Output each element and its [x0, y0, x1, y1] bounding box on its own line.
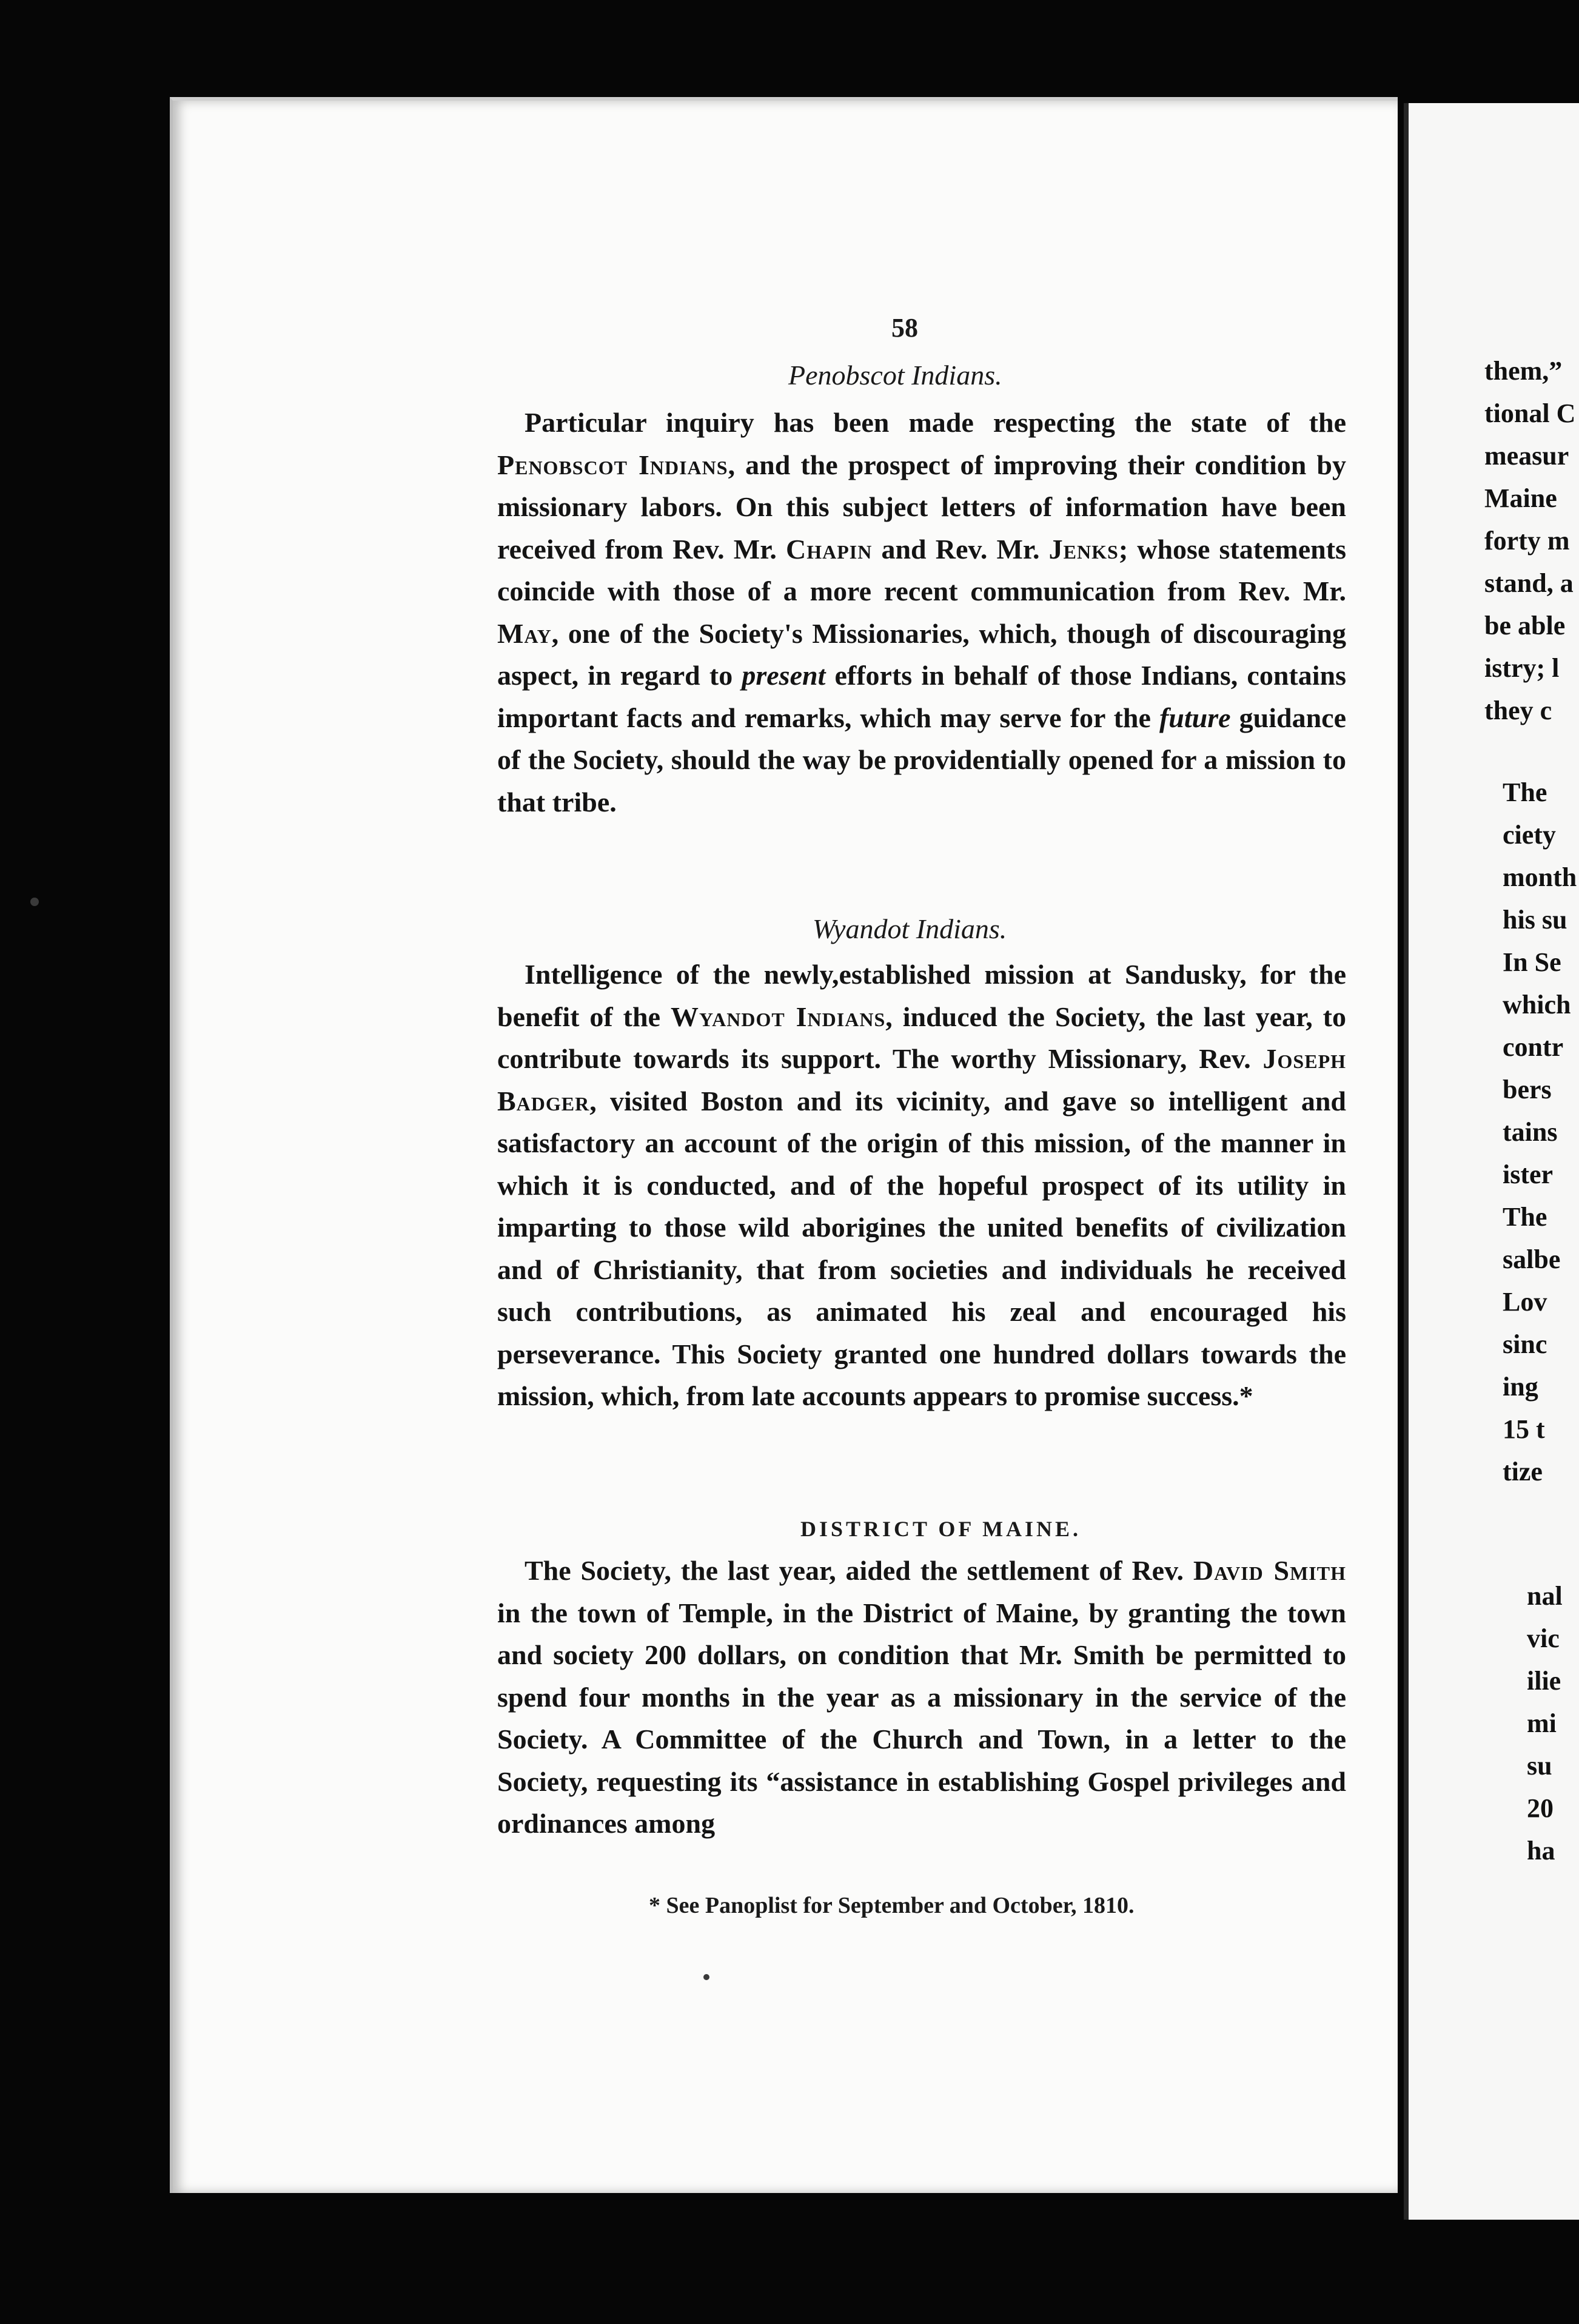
text-run: Jenks [1048, 533, 1119, 565]
section-heading-wyandot: Wyandot Indians. [813, 913, 1007, 944]
facing-line: measur [1484, 441, 1569, 471]
facing-line: be able [1484, 611, 1566, 640]
facing-line: ha [1527, 1836, 1555, 1866]
footnote: * See Panoplist for September and October, 1810. [649, 1893, 1135, 1918]
text-run: Intelligence of the newly,established mission at Sandusky, for the benefit of the [497, 959, 1346, 1032]
text-run: , one of the Society's Missionaries, which, though of discouraging aspect, in regard to [497, 617, 1346, 691]
scan-speck [30, 898, 39, 906]
text-run: May [497, 617, 552, 649]
facing-line: The [1503, 777, 1547, 807]
text-run: present [742, 660, 826, 691]
facing-line: vic [1527, 1624, 1560, 1653]
facing-line: su [1527, 1751, 1552, 1781]
facing-line: his su [1503, 905, 1567, 935]
page-number: 58 [891, 313, 918, 343]
facing-line: ister [1503, 1160, 1554, 1189]
facing-line: The [1503, 1202, 1547, 1232]
text-run: , induced the Society, the last year, to contribute towards its support. The worthy Missionary, Rev. [497, 1001, 1346, 1074]
text-run: Penobscot Indians [497, 449, 728, 480]
facing-line: mi [1527, 1708, 1557, 1738]
facing-line: tains [1503, 1117, 1558, 1147]
facing-line: ing [1503, 1372, 1538, 1402]
facing-line: salbe [1503, 1244, 1561, 1274]
section-heading-penobscot: Penobscot Indians. [788, 360, 1002, 391]
text-run: , and the prospect of improving their condition by missionary labors. On this subject letters of information have been received from Rev. Mr. [497, 449, 1346, 565]
facing-line: forty m [1484, 526, 1570, 556]
text-run: in the town of Temple, in the District of Maine, by granting the town and society 200 dollars, on condition that Mr. Smith be permitted to spend four months in the year as a missionary in the service of the Society. A Committee of the Church and Town, in a letter to the Society, requesting its “assistance in establishing Gospel privileges and ordinances among [497, 1597, 1346, 1839]
facing-line: Maine [1484, 483, 1557, 513]
text-run: future [1159, 702, 1231, 733]
text-run: guidance of the Society, should the way be providentially opened for a mission to that tribe. [497, 702, 1346, 818]
text-run: Chapin [786, 533, 873, 565]
facing-line: nal [1527, 1581, 1563, 1611]
facing-line: istry; l [1484, 653, 1560, 683]
facing-line: sinc [1503, 1329, 1547, 1359]
scan-speck [703, 1974, 709, 1980]
facing-line: 20 [1527, 1793, 1554, 1823]
text-run: Joseph Badger [497, 1043, 1346, 1117]
facing-line: In Se [1503, 947, 1561, 977]
facing-line: they c [1484, 696, 1552, 725]
facing-line: stand, a [1484, 568, 1574, 598]
paragraph-wyandot [497, 953, 1346, 1417]
facing-line: bers [1503, 1075, 1552, 1104]
facing-line: month [1503, 862, 1577, 892]
text-run: David Smith [1193, 1555, 1346, 1586]
text-run: Particular inquiry has been made respecting the state of the [525, 407, 1346, 438]
text-run: ; whose statements coincide with those of a more recent communication from Rev. Mr. [497, 533, 1346, 606]
text-run: , visited Boston and its vicinity, and gave so intelligent and satisfactory an account of the origin of this mission, of the manner in which it is conducted, and of the hopeful prospect of its utility in imparting to those wild aborigines the united benefits of civilization and of Christianity, that from societies and individuals he received such contributions, as animated his zeal and encouraged his perseverance. This Society granted one hundred dollars towards the mission, which, from late accounts appears to promise success.* [497, 1085, 1346, 1411]
section-heading-maine: DISTRICT OF MAINE. [800, 1517, 1082, 1541]
facing-line: them,” [1484, 356, 1563, 386]
facing-line: Lov [1503, 1287, 1547, 1317]
text-run: and Rev. Mr. [872, 533, 1049, 565]
facing-line: tional C [1484, 398, 1576, 428]
facing-line: tize [1503, 1457, 1543, 1486]
facing-line: which [1503, 990, 1571, 1019]
text-run: efforts in behalf of those Indians, contains important facts and remarks, which may serve for the [497, 660, 1346, 733]
facing-line: contr [1503, 1032, 1564, 1062]
facing-line: ciety [1503, 820, 1556, 850]
facing-line: ilie [1527, 1666, 1561, 1696]
paragraph-penobscot [497, 401, 1346, 823]
paragraph-maine [497, 1550, 1346, 1845]
text-run: The Society, the last year, aided the settlement of Rev. [525, 1555, 1193, 1586]
facing-line: 15 t [1503, 1414, 1545, 1444]
text-run: Wyandot Indians [670, 1001, 886, 1032]
